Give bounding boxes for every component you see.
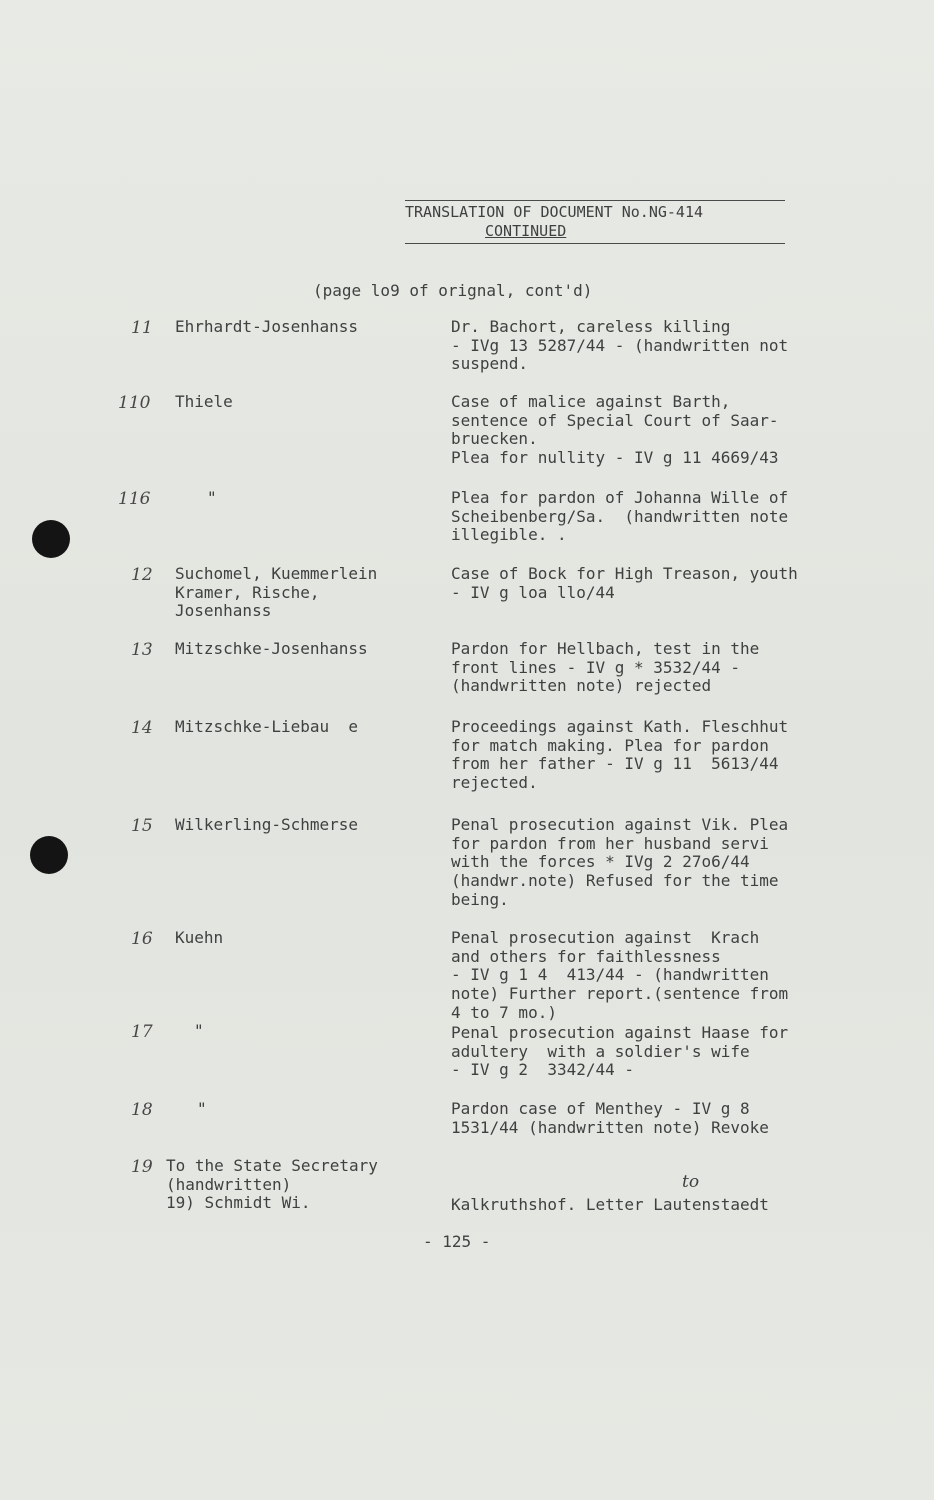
footer-name: To the State Secretary (handwritten) 19) Schmidt Wi. — [166, 1156, 378, 1213]
entry-name: Mitzschke-Liebau e — [175, 717, 359, 736]
document-header — [405, 200, 785, 244]
entry-number: 116 — [118, 489, 151, 509]
entry-name: Mitzschke-Josenhanss — [175, 639, 368, 658]
entry-number: 12 — [131, 565, 153, 585]
entry-number: 110 — [118, 393, 151, 413]
entry-name: Thiele — [175, 392, 233, 411]
entry-number: 15 — [131, 816, 153, 836]
entry-number: 19 — [131, 1157, 153, 1177]
entry-description: Penal prosecution against Haase for adultery with a soldier's wife - IV g 2 3342/44 - — [451, 1023, 789, 1080]
page-number: - 125 - — [423, 1232, 491, 1251]
entry-name: Wilkerling-Schmerse — [175, 815, 359, 834]
entry-description: Case of malice against Barth, sentence of Special Court of Saar- bruecken. Plea for nullity - IV g 11 4669/43 — [451, 392, 779, 468]
footer-description: Kalkruthshof. Letter Lautenstaedt — [451, 1195, 769, 1214]
entry-name: " — [207, 488, 217, 507]
entry-description: Case of Bock for High Treason, youth - IV g loa llo/44 — [451, 564, 798, 602]
entry-description: Pardon for Hellbach, test in the front lines - IV g * 3532/44 - (handwritten note) rejected — [451, 639, 760, 696]
entry-description: Proceedings against Kath. Fleschhut for match making. Plea for pardon from her father - IV g 11 5613/44 rejected. — [451, 717, 789, 793]
entry-description: Penal prosecution against Krach and others for faithlessness - IV g 1 4 413/44 - (handwritten note) Further report.(sentence from 4 to 7 mo.) — [451, 928, 789, 1022]
entry-name: " — [197, 1099, 207, 1118]
entry-name: " — [194, 1021, 204, 1040]
entry-name: Suchomel, Kuemmerlein Kramer, Rische, Josenhanss — [175, 564, 378, 621]
entry-number: 17 — [131, 1022, 153, 1042]
handwritten-note: to — [682, 1172, 700, 1192]
entry-name: Ehrhardt-Josenhanss — [175, 317, 359, 336]
punch-hole-bottom — [30, 836, 68, 874]
entry-number: 13 — [131, 640, 153, 660]
entry-number: 18 — [131, 1100, 153, 1120]
entry-number: 11 — [131, 318, 153, 338]
entry-description: Penal prosecution against Vik. Plea for pardon from her husband servi with the forces * IVg 2 27o6/44 (handwr.note) Refused for the time being. — [451, 815, 789, 909]
entry-description: Pardon case of Menthey - IV g 8 1531/44 (handwritten note) Revoke — [451, 1099, 769, 1137]
entry-description: Plea for pardon of Johanna Wille of Scheibenberg/Sa. (handwritten note illegible. . — [451, 488, 789, 545]
punch-hole-top — [32, 520, 70, 558]
document-title: TRANSLATION OF DOCUMENT No.NG-414 — [405, 200, 785, 222]
entry-number: 16 — [131, 929, 153, 949]
continued-label: CONTINUED — [405, 222, 785, 244]
page-reference: (page lo9 of orignal, cont'd) — [313, 281, 593, 300]
entry-number: 14 — [131, 718, 153, 738]
entry-name: Kuehn — [175, 928, 224, 947]
entry-description: Dr. Bachort, careless killing - IVg 13 5287/44 - (handwritten not suspend. — [451, 317, 789, 374]
